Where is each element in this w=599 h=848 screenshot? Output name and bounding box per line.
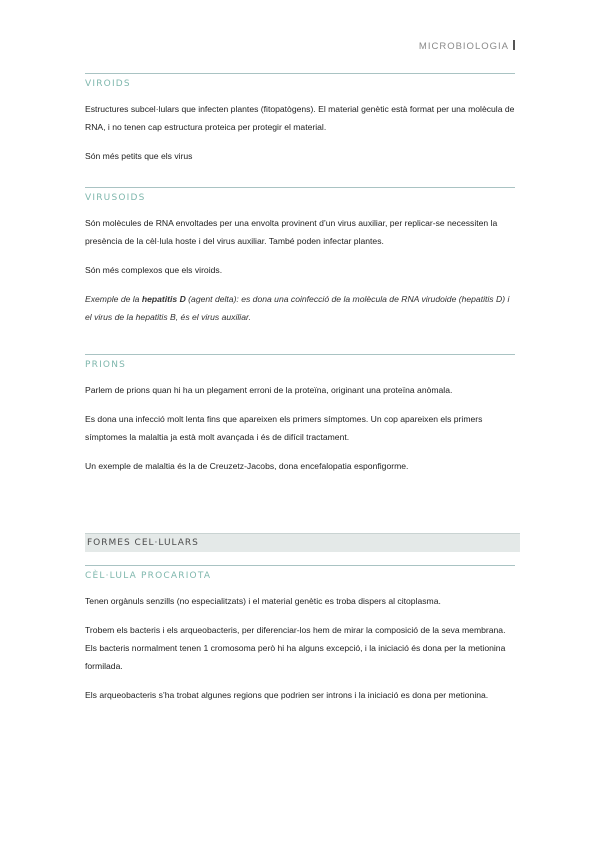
- example-post: (agent delta): es dona una coinfecció de la molècula de RNA virudoide (hepatitis D) i el virus de la hepatitis B, és el virus auxiliar.: [85, 294, 510, 322]
- header-bar: [513, 40, 515, 50]
- band-formes-cellulars: FORMES CEL·LULARS: [85, 533, 520, 552]
- virusoids-paragraph-1: Són molècules de RNA envoltades per una envolta provinent d’un virus auxiliar, per replicar-se necessiten la presència de la cèl·lula hoste i del virus auxiliar. També poden infectar plantes.: [85, 218, 498, 246]
- header-title: MICROBIOLOGIA: [418, 41, 509, 52]
- example-bold: hepatitis D: [141, 294, 186, 304]
- virusoids-paragraph-2: Són més complexos que els viroids.: [85, 265, 223, 275]
- section-virusoids: [85, 187, 515, 337]
- section-viroids: [85, 73, 515, 176]
- heading-viroids: VIROIDS: [85, 73, 515, 93]
- example-pre: Exemple de la: [85, 294, 142, 304]
- section-prions: [85, 354, 515, 486]
- running-header: [419, 40, 515, 52]
- prions-paragraph-2: Es dona una infecció molt lenta fins que apareixen els primers símptomes. Un cop apareixen els primers símptomes la malaltia ja està molt avançada i és de difícil tractament.: [85, 414, 483, 442]
- prions-paragraph-3: Un exemple de malaltia és la de Creuzetz-Jacobs, dona encefalopatia esponfigorme.: [85, 461, 409, 471]
- procariota-paragraph-1: Tenen orgànuls senzills (no especialitzats) i el material genètic es troba dispers al citoplasma.: [85, 596, 441, 606]
- prions-paragraph-1: Parlem de prions quan hi ha un plegament erroni de la proteïna, originant una proteïna anòmala.: [85, 385, 453, 395]
- viroids-paragraph-1: Estructures subcel·lulars que infecten plantes (fitopatògens). El material genètic està format per una molècula de RNA, i no tenen cap estructura proteica per protegir el material.: [85, 104, 515, 132]
- section-procariota: [85, 565, 515, 715]
- heading-procariota: CÈL·LULA PROCARIOTA: [85, 565, 515, 585]
- procariota-paragraph-3: Els arqueobacteris s’ha trobat algunes regions que podrien ser introns i la iniciació es dona per metionina.: [85, 690, 489, 700]
- heading-virusoids: VIRUSOIDS: [85, 187, 515, 207]
- heading-prions: PRIONS: [85, 354, 515, 374]
- viroids-paragraph-2: Són més petits que els virus: [85, 151, 193, 161]
- procariota-paragraph-2: Trobem els bacteris i els arqueobacteris, per diferenciar-los hem de mirar la composició de la seva membrana. Els bacteris normalment tenen 1 cromosoma però hi ha alguns excepció, i la iniciació és dona per la metionina formilada.: [85, 625, 506, 671]
- virusoids-example: [85, 290, 515, 326]
